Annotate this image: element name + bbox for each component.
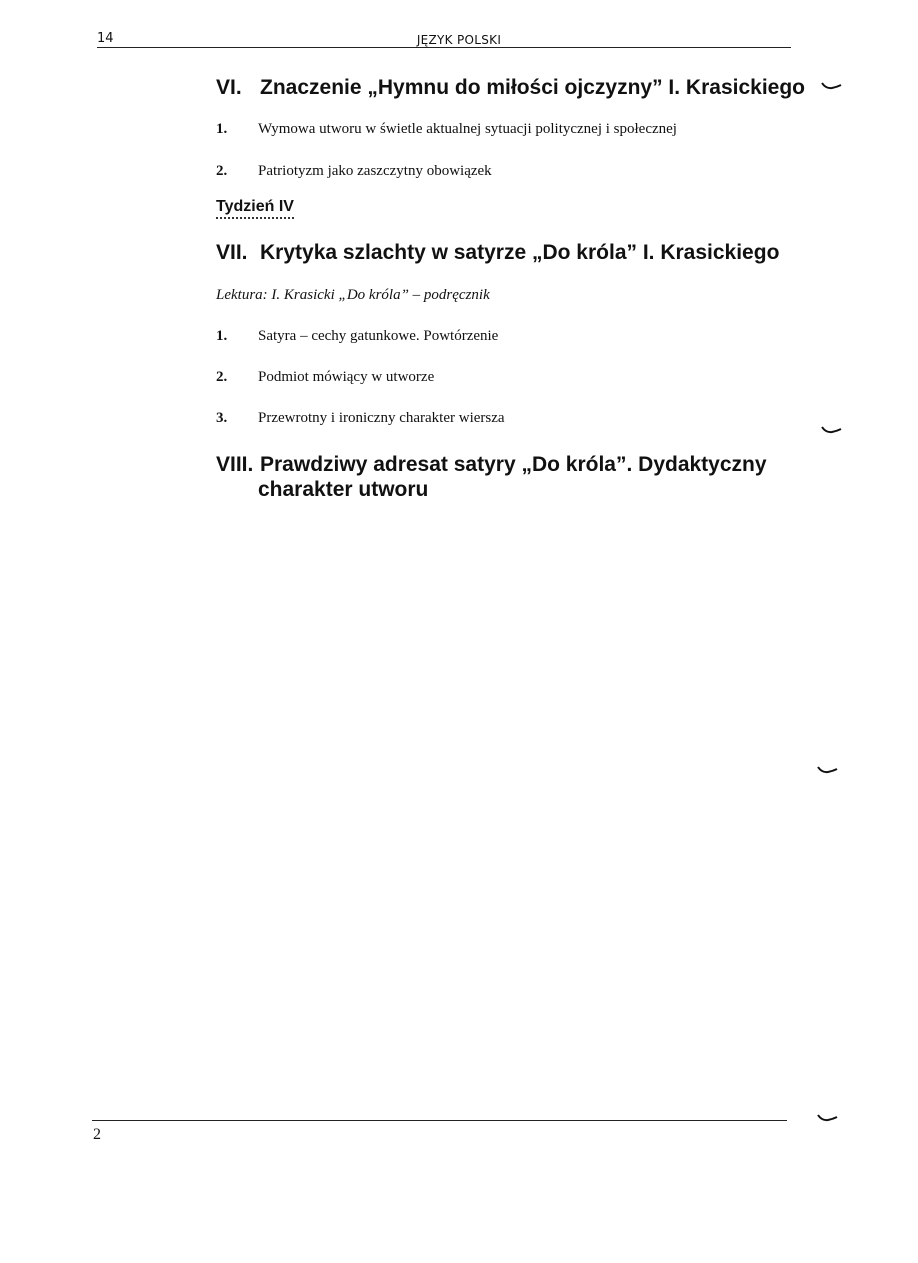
section-viii-title-line2: charakter utworu [258,478,429,501]
section-vii-item [216,369,434,386]
section-vii-title: Krytyka szlachty w satyrze „Do króla” I. Krasickiego [260,241,780,264]
footer-rule [92,1120,787,1121]
item-text: Przewrotny i ironiczny charakter wiersza [258,410,505,426]
section-vii-item [216,328,498,345]
header-rule [97,47,791,48]
item-text: Podmiot mówiący w utworze [258,369,435,385]
section-vi-item [216,163,492,180]
margin-check-mark-icon [820,82,842,90]
section-vi-heading [216,75,805,100]
page-number: 14 [97,31,114,46]
footer-page-number: 2 [93,1126,101,1143]
item-text: Wymowa utworu w świetle aktualnej sytuacji politycznej i społecznej [258,121,677,137]
week-label: Tydzień IV [216,197,294,219]
margin-check-mark-icon [816,1114,838,1122]
section-vii-item [216,410,505,427]
item-text: Patriotyzm jako zaszczytny obowiązek [258,163,492,179]
item-number: 1. [216,121,228,137]
section-vii-number: VII. [216,241,248,264]
item-number: 2. [216,163,228,179]
section-viii-title-line1: Prawdziwy adresat satyry „Do króla”. Dydaktyczny [260,453,767,476]
section-viii-number: VIII. [216,453,254,476]
item-number: 3. [216,410,228,426]
margin-check-mark-icon [820,426,842,434]
running-header: JĘZYK POLSKI [416,33,502,47]
section-vii-heading [216,240,779,265]
item-text: Satyra – cechy gatunkowe. Powtórzenie [258,328,499,344]
section-vi-title: Znaczenie „Hymnu do miłości ojczyzny” I. Krasickiego [260,76,805,99]
section-vi-item [216,121,677,138]
item-number: 2. [216,369,228,385]
item-number: 1. [216,328,228,344]
margin-check-mark-icon [816,766,838,774]
section-viii-heading [216,452,767,502]
reading-note: Lektura: I. Krasicki „Do króla” – podręcznik [216,287,490,303]
section-vi-number: VI. [216,76,242,99]
